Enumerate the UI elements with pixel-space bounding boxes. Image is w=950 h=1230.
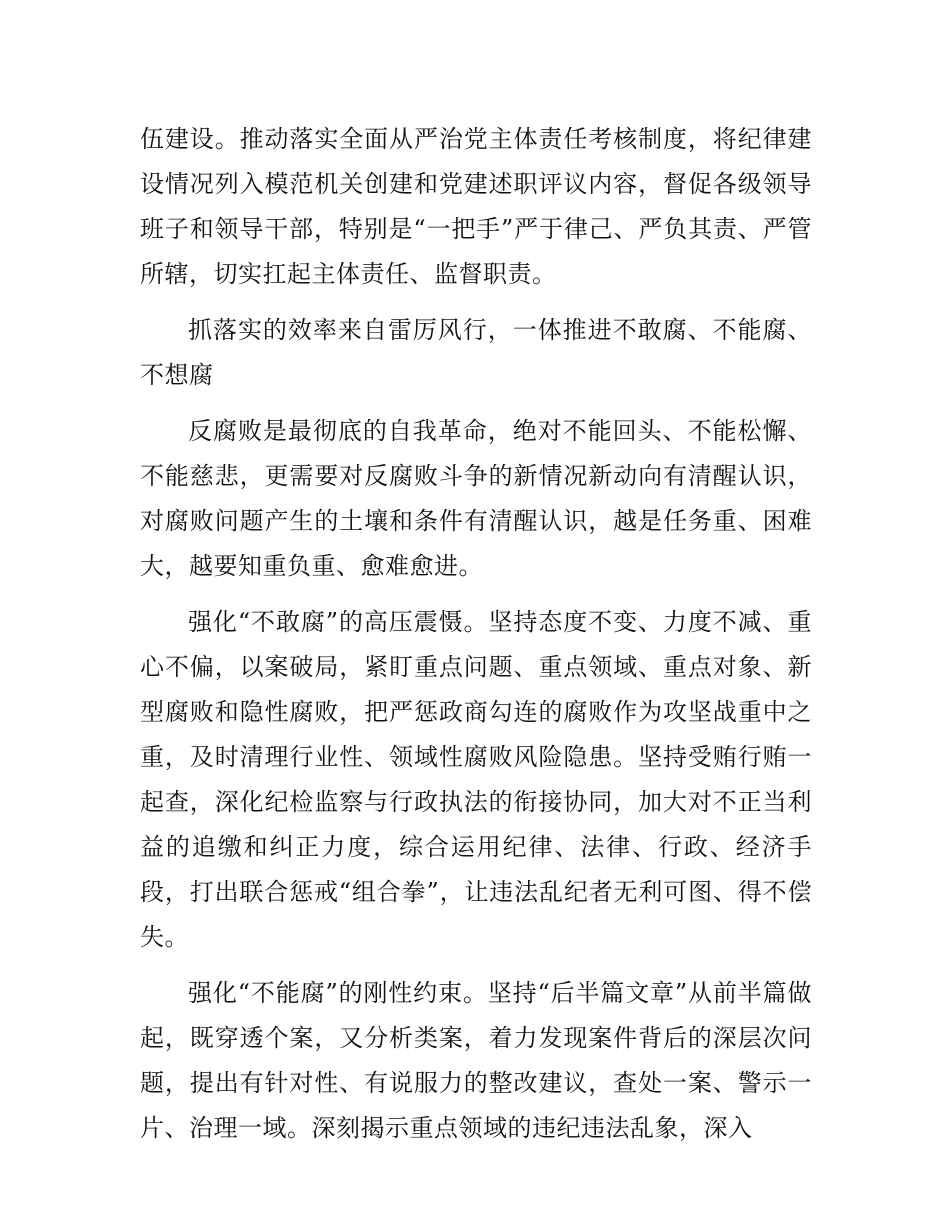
paragraph: 强化“不敢腐”的高压震慑。坚持态度不变、力度不减、重心不偏，以案破局，紧盯重点问题、重点领域、重点对象、新型腐败和隐性腐败，把严惩政商勾连的腐败作为攻坚战重中之重，及时清理行业性、领域性腐败风险隐患。坚持受贿行贿一起查，深化纪检监察与行政执法的衔接协同，加大对不正当利益的追缴和纠正力度，综合运用纪律、法律、行政、经济手段，打出联合惩戒“组合拳”，让违法乱纪者无利可图、得不偿失。	[140, 608, 812, 951]
paragraph: 反腐败是最彻底的自我革命，绝对不能回头、不能松懈、不能慈悲，更需要对反腐败斗争的新情况新动向有清醒认识，对腐败问题产生的土壤和条件有清醒认识，越是任务重、困难大，越要知重负重、愈难愈进。	[140, 417, 812, 580]
paragraph-continuation: 伍建设。推动落实全面从严治党主体责任考核制度，将纪律建设情况列入模范机关创建和党建述职评议内容，督促各级领导班子和领导干部，特别是“一把手”严于律己、严负其责、严管所辖，切实扛起主体责任、监督职责。	[140, 125, 812, 288]
document-body	[140, 117, 812, 1162]
section-heading: 抓落实的效率来自雷厉风行，一体推进不敢腐、不能腐、不想腐	[140, 316, 812, 389]
paragraph: 强化“不能腐”的刚性约束。坚持“后半篇文章”从前半篇做起，既穿透个案，又分析类案，着力发现案件背后的深层次问题，提出有针对性、有说服力的整改建议，查处一案、警示一片、治理一域。深刻揭示重点领域的违纪违法乱象，深入	[140, 979, 812, 1142]
